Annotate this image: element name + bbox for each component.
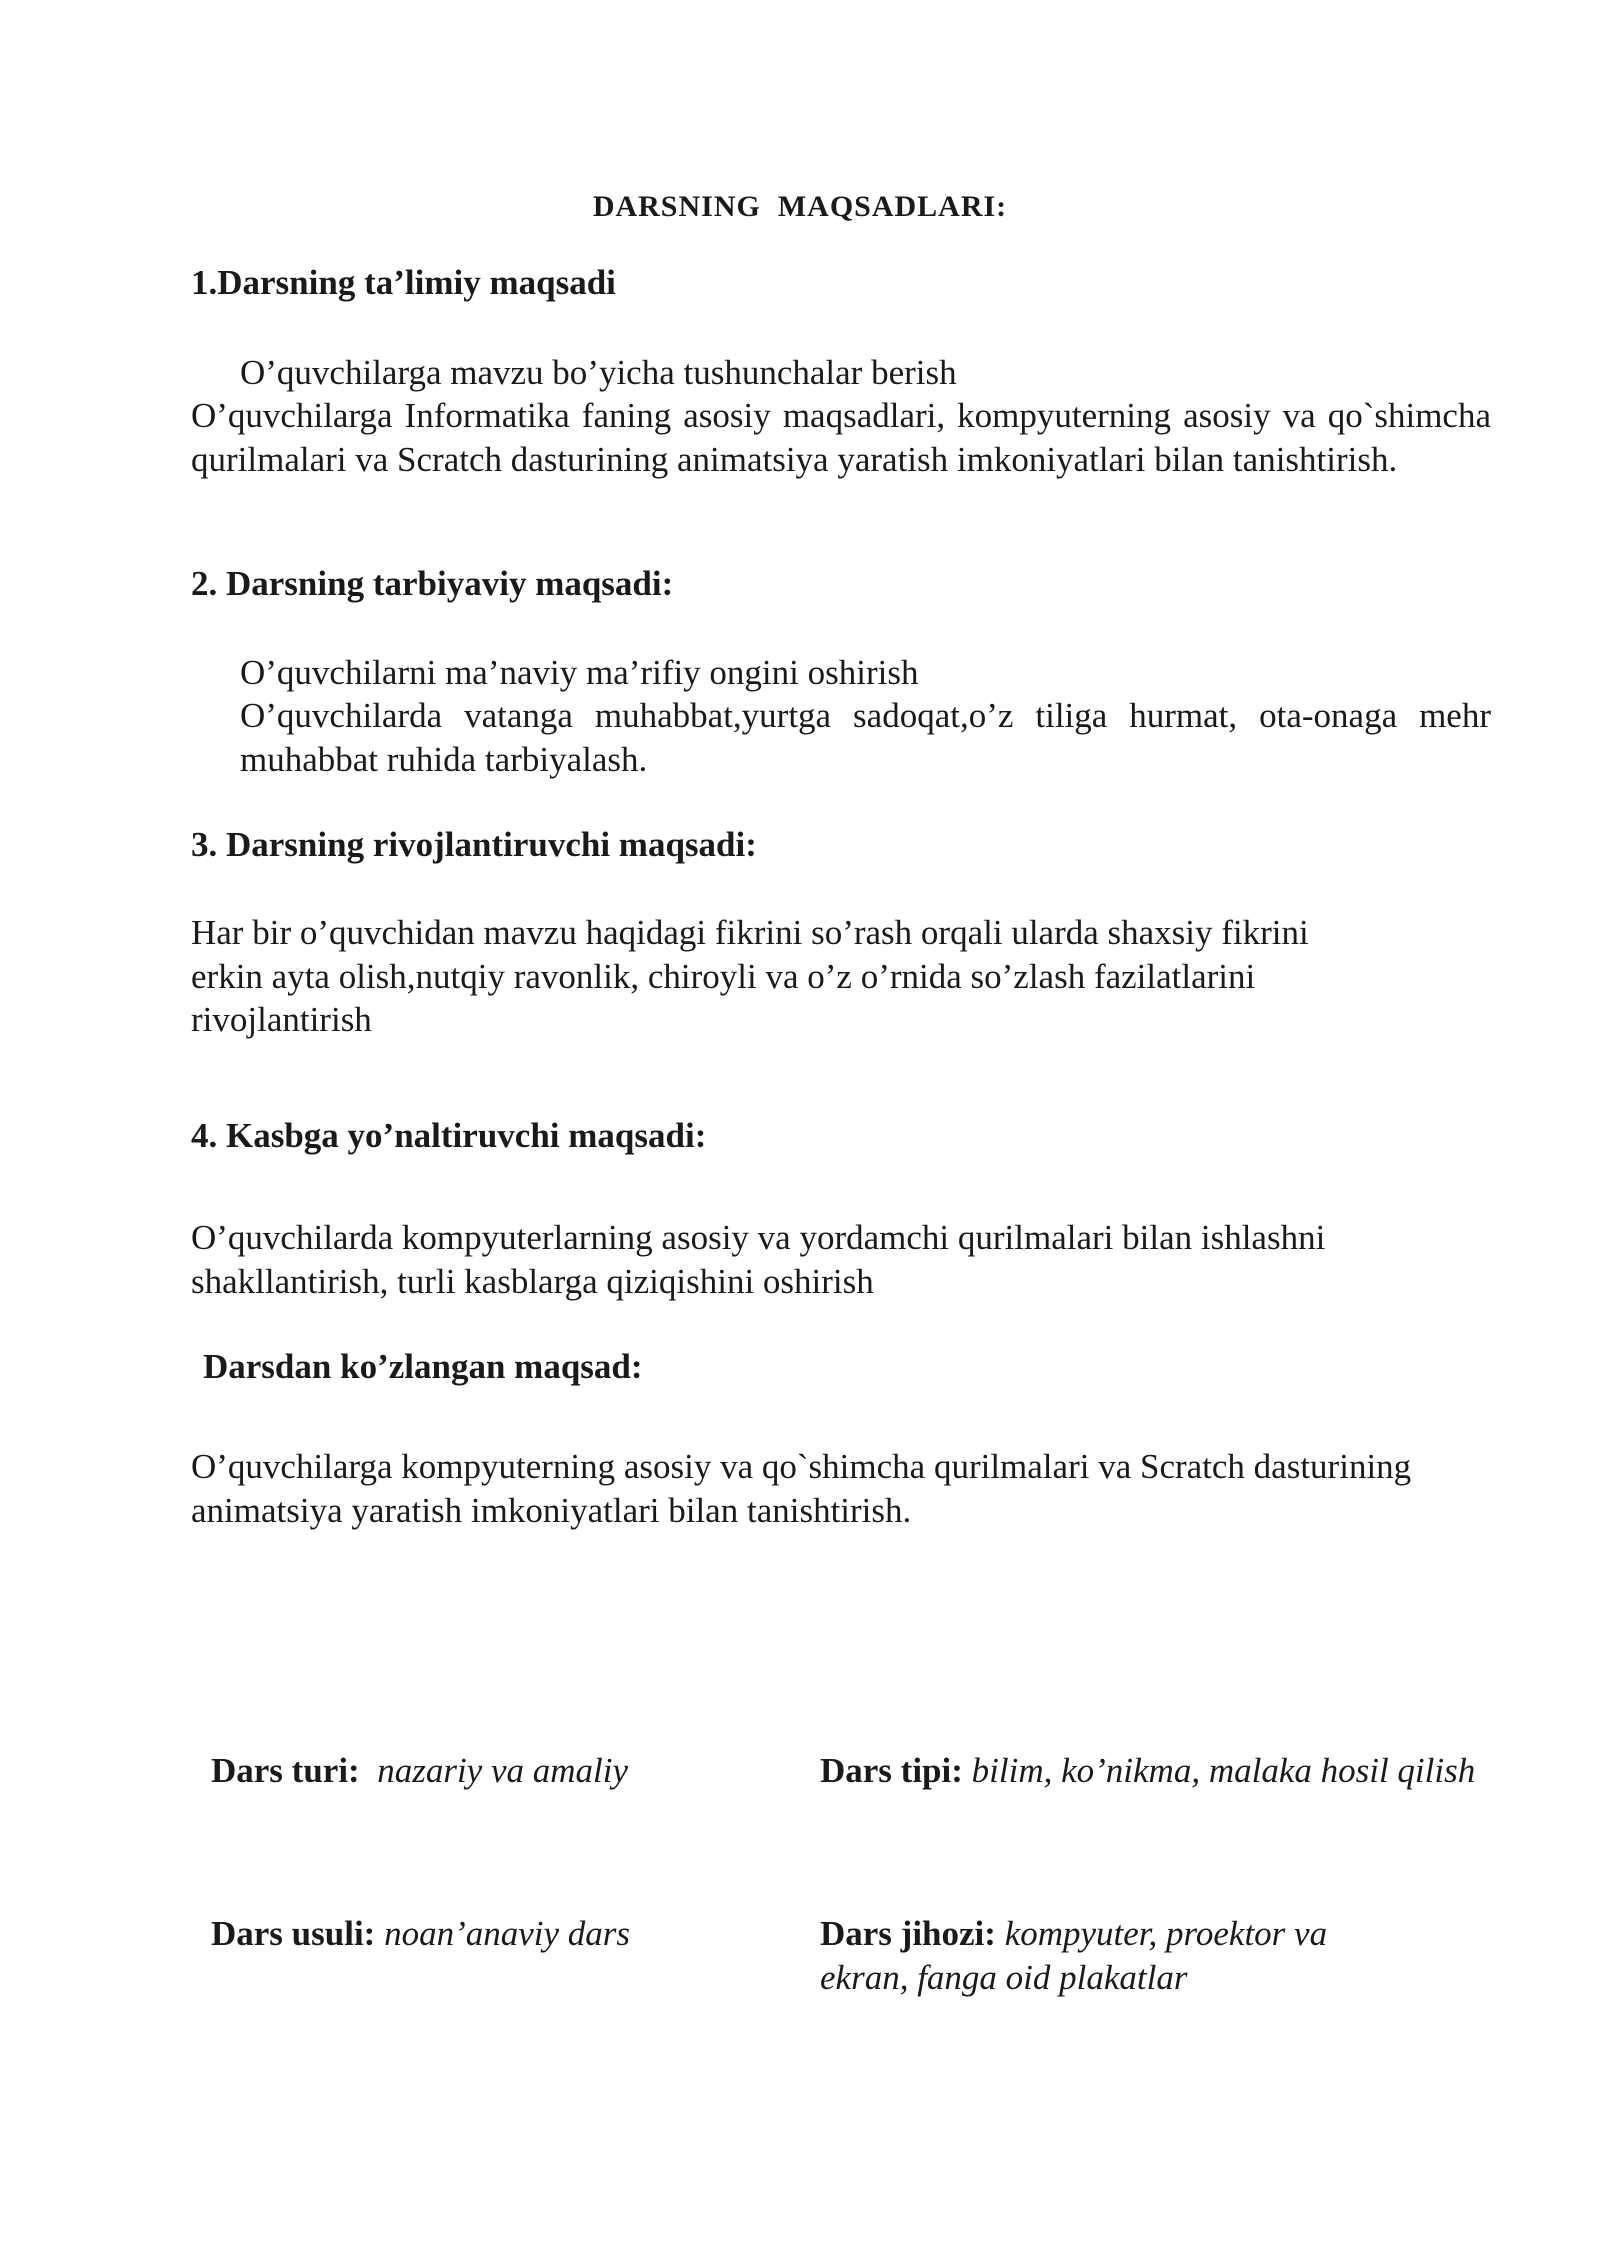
section-5-body bbox=[191, 1445, 1501, 1532]
section-4-line: O’quvchilarda kompyuterlarning asosiy va yordamchi qurilmalari bilan ishlashni bbox=[191, 1218, 1326, 1257]
section-1-body: O’quvchilarga Informatika faning asosiy maqsadlari, kompyuterning asosiy va qo`shimcha qurilmalari va Scratch dasturining animatsiya yaratish imkoniyatlari bilan tanishtirish. bbox=[191, 396, 1491, 479]
info-lesson-method bbox=[211, 1912, 771, 1956]
info-lesson-kind bbox=[820, 1749, 1500, 1793]
info-label: Dars turi: bbox=[211, 1751, 360, 1790]
document-title: DARSNING MAQSADLARI: bbox=[592, 190, 1008, 223]
info-label: Dars tipi: bbox=[820, 1751, 963, 1790]
section-3-line: Har bir o’quvchidan mavzu haqidagi fikrini so’rash orqali ularda shaxsiy fikrini bbox=[191, 913, 1309, 952]
info-value: noan’anaviy dars bbox=[384, 1914, 631, 1953]
info-lesson-type bbox=[211, 1749, 771, 1793]
section-4-body bbox=[191, 1216, 1491, 1303]
info-label: Dars jihozi: bbox=[820, 1914, 996, 1953]
section-2-body: O’quvchilarda vatanga muhabbat,yurtga sadoqat,o’z tiliga hurmat, ota-onaga mehr muhabbat ruhida tarbiyalash. bbox=[240, 696, 1491, 779]
info-label: Dars usuli: bbox=[211, 1914, 376, 1953]
section-3-line: rivojlantirish bbox=[191, 1000, 372, 1039]
section-5-line: O’quvchilarga kompyuterning asosiy va qo`shimcha qurilmalari va Scratch dasturining bbox=[191, 1447, 1412, 1486]
info-lesson-equipment bbox=[820, 1912, 1420, 1999]
section-2-first-line: O’quvchilarni ma’naviy ma’rifiy ongini oshirish bbox=[240, 653, 919, 692]
section-1-first-line: O’quvchilarga mavzu bo’yicha tushunchalar berish bbox=[240, 353, 957, 392]
section-2-heading: 2. Darsning tarbiyaviy maqsadi: bbox=[191, 564, 674, 603]
section-4-line: shakllantirish, turli kasblarga qiziqishini oshirish bbox=[191, 1261, 874, 1301]
section-3-line: erkin ayta olish,nutqiy ravonlik, chiroyli va o’z o’rnida so’zlash fazilatlarini bbox=[191, 956, 1256, 996]
section-3-body bbox=[191, 911, 1491, 1042]
info-value: nazariy va amaliy bbox=[377, 1751, 629, 1790]
section-1-heading: 1.Darsning ta’limiy maqsadi bbox=[191, 263, 616, 302]
section-5-line: animatsiya yaratish imkoniyatlari bilan tanishtirish. bbox=[191, 1490, 912, 1530]
info-value: bilim, ko’nikma, malaka hosil qilish bbox=[971, 1751, 1476, 1790]
section-5-heading: Darsdan ko’zlangan maqsad: bbox=[203, 1347, 643, 1386]
info-value: kompyuter, proektor va ekran, fanga oid plakatlar bbox=[820, 1914, 1328, 1997]
section-3-heading: 3. Darsning rivojlantiruvchi maqsadi: bbox=[191, 825, 757, 864]
section-4-heading: 4. Kasbga yo’naltiruvchi maqsadi: bbox=[191, 1116, 707, 1155]
